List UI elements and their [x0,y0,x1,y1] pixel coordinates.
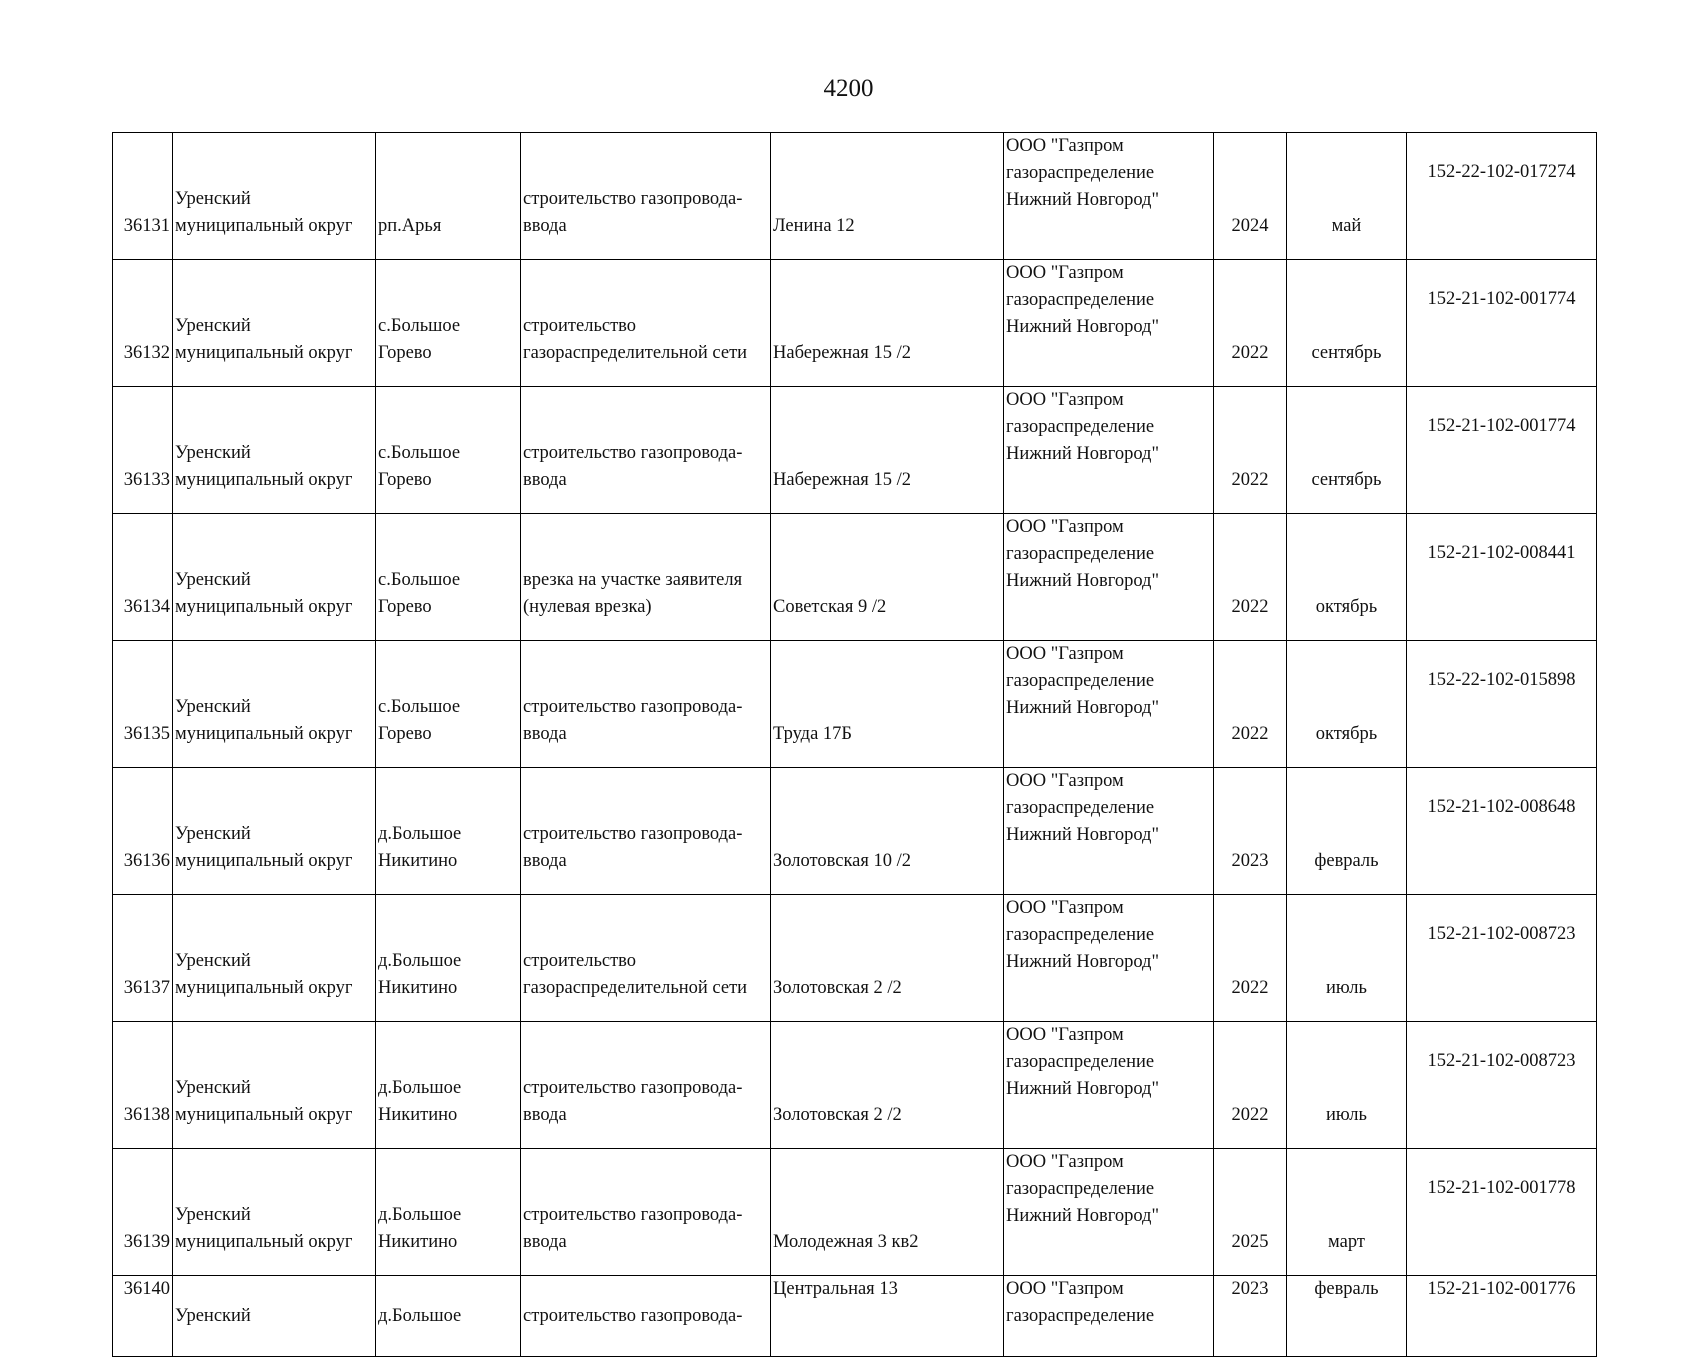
settlement-line: Никитино [378,1232,458,1252]
work-type-line: строительство [523,316,637,336]
district-cell [173,1022,376,1149]
district-line: муниципальный округ [175,1232,353,1252]
organization-line: Нижний Новгород" [1006,317,1160,337]
district-cell [173,260,376,387]
organization-cell [1004,895,1214,1022]
settlement-cell [376,1276,521,1357]
organization-line: газораспределение [1006,290,1155,310]
address-cell: Центральная 13 [771,1276,1004,1357]
settlement-line: д.Большое [378,1078,462,1098]
address-cell: Золотовская 2 /2 [771,1022,1004,1149]
month-cell: май [1287,133,1407,260]
district-line: Уренский [175,951,251,971]
row-number-cell: 36131 [113,133,173,260]
work-type-cell [521,1149,771,1276]
district-line: муниципальный округ [175,597,353,617]
table-row [113,641,1597,768]
table-row [113,1276,1597,1357]
settlement-line: Никитино [378,978,458,998]
organization-line: газораспределение [1006,671,1155,691]
month-cell: июль [1287,1022,1407,1149]
application-code-cell: 152-21-102-001778 [1407,1149,1597,1276]
work-type-cell [521,768,771,895]
district-line: Уренский [175,443,251,463]
settlement-cell [376,1022,521,1149]
work-type-line: строительство газопровода- [523,824,743,844]
work-type-line: врезка на участке заявителя [523,570,743,590]
work-type-line: ввода [523,470,567,490]
table-row [113,1022,1597,1149]
page-number: 4200 [823,75,874,102]
work-type-cell [521,387,771,514]
work-type-line: строительство газопровода- [523,697,743,717]
table-body [113,133,1597,1357]
district-line: муниципальный округ [175,851,353,871]
work-type-line: ввода [523,1105,567,1125]
settlement-line: Горево [378,343,432,363]
row-number-cell: 36140 [113,1276,173,1357]
organization-cell [1004,1149,1214,1276]
organization-line: ООО "Газпром [1006,1279,1124,1299]
settlement-line: с.Большое [378,316,461,336]
row-number-cell: 36134 [113,514,173,641]
organization-line: Нижний Новгород" [1006,1206,1160,1226]
organization-line: ООО "Газпром [1006,898,1124,918]
work-type-cell [521,260,771,387]
district-line: Уренский [175,1306,251,1326]
month-cell: февраль [1287,768,1407,895]
application-code-cell: 152-22-102-017274 [1407,133,1597,260]
organization-line: ООО "Газпром [1006,771,1124,791]
organization-line: ООО "Газпром [1006,136,1124,156]
application-code-cell: 152-21-102-008648 [1407,768,1597,895]
month-cell: сентябрь [1287,260,1407,387]
district-line: Уренский [175,570,251,590]
year-cell: 2022 [1214,641,1287,768]
district-cell [173,1276,376,1357]
organization-line: газораспределение [1006,925,1155,945]
district-cell [173,641,376,768]
year-cell: 2023 [1214,1276,1287,1357]
district-cell [173,1149,376,1276]
organization-cell [1004,1022,1214,1149]
organization-line: газораспределение [1006,1306,1155,1326]
address-cell: Набережная 15 /2 [771,260,1004,387]
district-line: Уренский [175,1205,251,1225]
organization-line: Нижний Новгород" [1006,952,1160,972]
table-row [113,514,1597,641]
organization-line: ООО "Газпром [1006,1025,1124,1045]
settlement-line: Горево [378,470,432,490]
year-cell: 2022 [1214,260,1287,387]
work-type-line: строительство газопровода- [523,189,743,209]
year-cell: 2022 [1214,387,1287,514]
settlement-line: Никитино [378,851,458,871]
settlement-cell [376,260,521,387]
work-type-line: строительство газопровода- [523,1306,743,1326]
row-number-cell: 36136 [113,768,173,895]
application-code-cell: 152-21-102-001776 [1407,1276,1597,1357]
table-row [113,1149,1597,1276]
application-code-cell: 152-21-102-008441 [1407,514,1597,641]
settlement-line: с.Большое [378,697,461,717]
organization-line: газораспределение [1006,163,1155,183]
settlement-line: д.Большое [378,1306,462,1326]
district-line: Уренский [175,189,251,209]
organization-line: Нижний Новгород" [1006,825,1160,845]
work-type-line: ввода [523,851,567,871]
application-code-cell: 152-21-102-008723 [1407,1022,1597,1149]
district-line: Уренский [175,316,251,336]
settlement-cell [376,641,521,768]
organization-line: газораспределение [1006,798,1155,818]
organization-cell [1004,1276,1214,1357]
application-code-cell: 152-21-102-001774 [1407,387,1597,514]
settlement-cell [376,768,521,895]
organization-cell [1004,133,1214,260]
settlement-line: Никитино [378,1105,458,1125]
registry-table [112,132,1597,1357]
row-number-cell: 36132 [113,260,173,387]
address-cell: Труда 17Б [771,641,1004,768]
organization-cell [1004,641,1214,768]
organization-line: ООО "Газпром [1006,390,1124,410]
organization-line: ООО "Газпром [1006,263,1124,283]
address-cell: Набережная 15 /2 [771,387,1004,514]
organization-line: газораспределение [1006,1052,1155,1072]
year-cell: 2023 [1214,768,1287,895]
year-cell: 2022 [1214,1022,1287,1149]
month-cell: июль [1287,895,1407,1022]
settlement-line: Горево [378,724,432,744]
work-type-line: газораспределительной сети [523,343,748,363]
settlement-line: с.Большое [378,570,461,590]
district-cell [173,768,376,895]
district-line: муниципальный округ [175,1105,353,1125]
organization-cell [1004,260,1214,387]
settlement-cell [376,1149,521,1276]
organization-line: Нижний Новгород" [1006,698,1160,718]
settlement-line: д.Большое [378,951,462,971]
district-cell [173,387,376,514]
table-row [113,133,1597,260]
work-type-cell [521,133,771,260]
application-code-cell: 152-22-102-015898 [1407,641,1597,768]
row-number-cell: 36138 [113,1022,173,1149]
row-number-cell: 36135 [113,641,173,768]
application-code-cell: 152-21-102-001774 [1407,260,1597,387]
work-type-line: строительство газопровода- [523,1078,743,1098]
district-line: муниципальный округ [175,216,353,236]
month-cell: февраль [1287,1276,1407,1357]
settlement-cell [376,387,521,514]
organization-line: газораспределение [1006,1179,1155,1199]
work-type-line: строительство газопровода- [523,1205,743,1225]
work-type-line: газораспределительной сети [523,978,748,998]
work-type-line: ввода [523,724,567,744]
work-type-line: ввода [523,216,567,236]
district-line: Уренский [175,1078,251,1098]
work-type-cell [521,1276,771,1357]
month-cell: март [1287,1149,1407,1276]
district-line: муниципальный округ [175,343,353,363]
district-line: Уренский [175,697,251,717]
district-cell [173,133,376,260]
address-cell: Золотовская 10 /2 [771,768,1004,895]
row-number-cell: 36137 [113,895,173,1022]
work-type-line: (нулевая врезка) [523,597,652,617]
organization-line: Нижний Новгород" [1006,190,1160,210]
settlement-cell [376,133,521,260]
work-type-line: строительство [523,951,637,971]
table-row [113,260,1597,387]
address-cell: Ленина 12 [771,133,1004,260]
settlement-line: д.Большое [378,824,462,844]
organization-cell [1004,768,1214,895]
organization-line: ООО "Газпром [1006,1152,1124,1172]
settlement-cell [376,895,521,1022]
year-cell: 2025 [1214,1149,1287,1276]
year-cell: 2022 [1214,514,1287,641]
work-type-line: ввода [523,1232,567,1252]
year-cell: 2024 [1214,133,1287,260]
district-cell [173,895,376,1022]
settlement-line: с.Большое [378,443,461,463]
organization-line: Нижний Новгород" [1006,1079,1160,1099]
organization-line: ООО "Газпром [1006,517,1124,537]
application-code-cell: 152-21-102-008723 [1407,895,1597,1022]
district-line: Уренский [175,824,251,844]
organization-line: Нижний Новгород" [1006,444,1160,464]
month-cell: октябрь [1287,514,1407,641]
table-row [113,768,1597,895]
settlement-line: рп.Арья [378,216,442,236]
work-type-line: строительство газопровода- [523,443,743,463]
month-cell: октябрь [1287,641,1407,768]
district-line: муниципальный округ [175,724,353,744]
row-number-cell: 36139 [113,1149,173,1276]
organization-line: Нижний Новгород" [1006,571,1160,591]
month-cell: сентябрь [1287,387,1407,514]
settlement-line: д.Большое [378,1205,462,1225]
organization-cell [1004,514,1214,641]
work-type-cell [521,1022,771,1149]
work-type-cell [521,895,771,1022]
row-number-cell: 36133 [113,387,173,514]
district-line: муниципальный округ [175,978,353,998]
organization-line: ООО "Газпром [1006,644,1124,664]
organization-line: газораспределение [1006,544,1155,564]
settlement-line: Горево [378,597,432,617]
address-cell: Молодежная 3 кв2 [771,1149,1004,1276]
organization-cell [1004,387,1214,514]
table-row [113,387,1597,514]
address-cell: Советская 9 /2 [771,514,1004,641]
work-type-cell [521,514,771,641]
year-cell: 2022 [1214,895,1287,1022]
table-row [113,895,1597,1022]
organization-line: газораспределение [1006,417,1155,437]
district-cell [173,514,376,641]
address-cell: Золотовская 2 /2 [771,895,1004,1022]
work-type-cell [521,641,771,768]
settlement-cell [376,514,521,641]
district-line: муниципальный округ [175,470,353,490]
